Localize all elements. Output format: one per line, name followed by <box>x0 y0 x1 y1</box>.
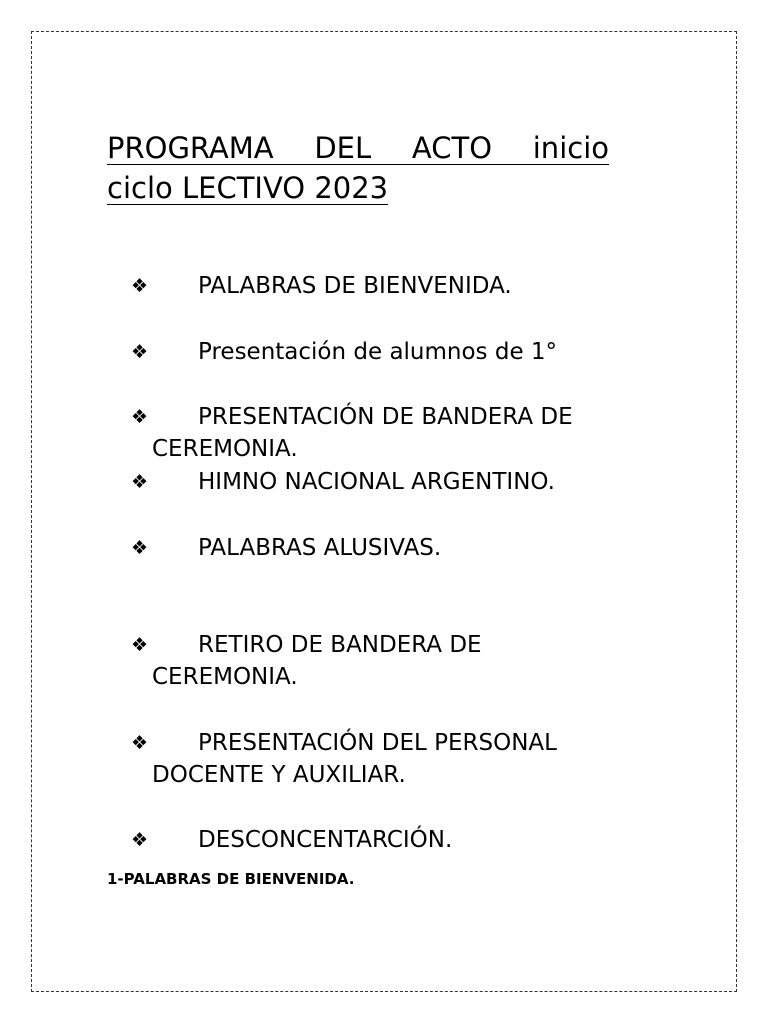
four-diamond-bullet-icon: ❖ <box>131 634 149 656</box>
program-item-text-continued: CEREMONIA. <box>152 436 298 462</box>
four-diamond-bullet-icon: ❖ <box>131 471 149 493</box>
four-diamond-bullet-icon: ❖ <box>131 341 149 363</box>
four-diamond-bullet-icon: ❖ <box>131 732 149 754</box>
program-item-8 <box>131 824 631 856</box>
program-item-1 <box>131 270 631 302</box>
program-item-text: DESCONCENTARCIÓN. <box>198 827 453 853</box>
program-item-text: HIMNO NACIONAL ARGENTINO. <box>198 469 555 495</box>
four-diamond-bullet-icon: ❖ <box>131 829 149 851</box>
program-item-2 <box>131 336 631 368</box>
document-title-line-2: ciclo LECTIVO 2023 <box>107 171 389 205</box>
program-item-text: RETIRO DE BANDERA DE <box>198 632 482 658</box>
four-diamond-bullet-icon: ❖ <box>131 275 149 297</box>
section-heading: 1-PALABRAS DE BIENVENIDA. <box>107 870 355 888</box>
program-item-text: PALABRAS DE BIENVENIDA. <box>198 273 512 299</box>
program-item-text: PALABRAS ALUSIVAS. <box>198 535 442 561</box>
program-item-7 <box>131 727 631 791</box>
program-item-text-continued: DOCENTE Y AUXILIAR. <box>152 762 406 788</box>
program-item-6 <box>131 629 631 693</box>
four-diamond-bullet-icon: ❖ <box>131 537 149 559</box>
program-item-text: PRESENTACIÓN DE BANDERA DE <box>198 404 573 430</box>
program-item-5 <box>131 532 631 564</box>
program-item-text-continued: CEREMONIA. <box>152 664 298 690</box>
document-title-line-1: PROGRAMA DEL ACTO inicio <box>107 131 609 165</box>
program-item-text: Presentación de alumnos de 1° <box>198 339 558 365</box>
program-item-text: PRESENTACIÓN DEL PERSONAL <box>198 730 557 756</box>
program-item-4 <box>131 466 631 498</box>
four-diamond-bullet-icon: ❖ <box>131 406 149 428</box>
document-title <box>107 128 609 208</box>
program-item-3 <box>131 401 631 465</box>
